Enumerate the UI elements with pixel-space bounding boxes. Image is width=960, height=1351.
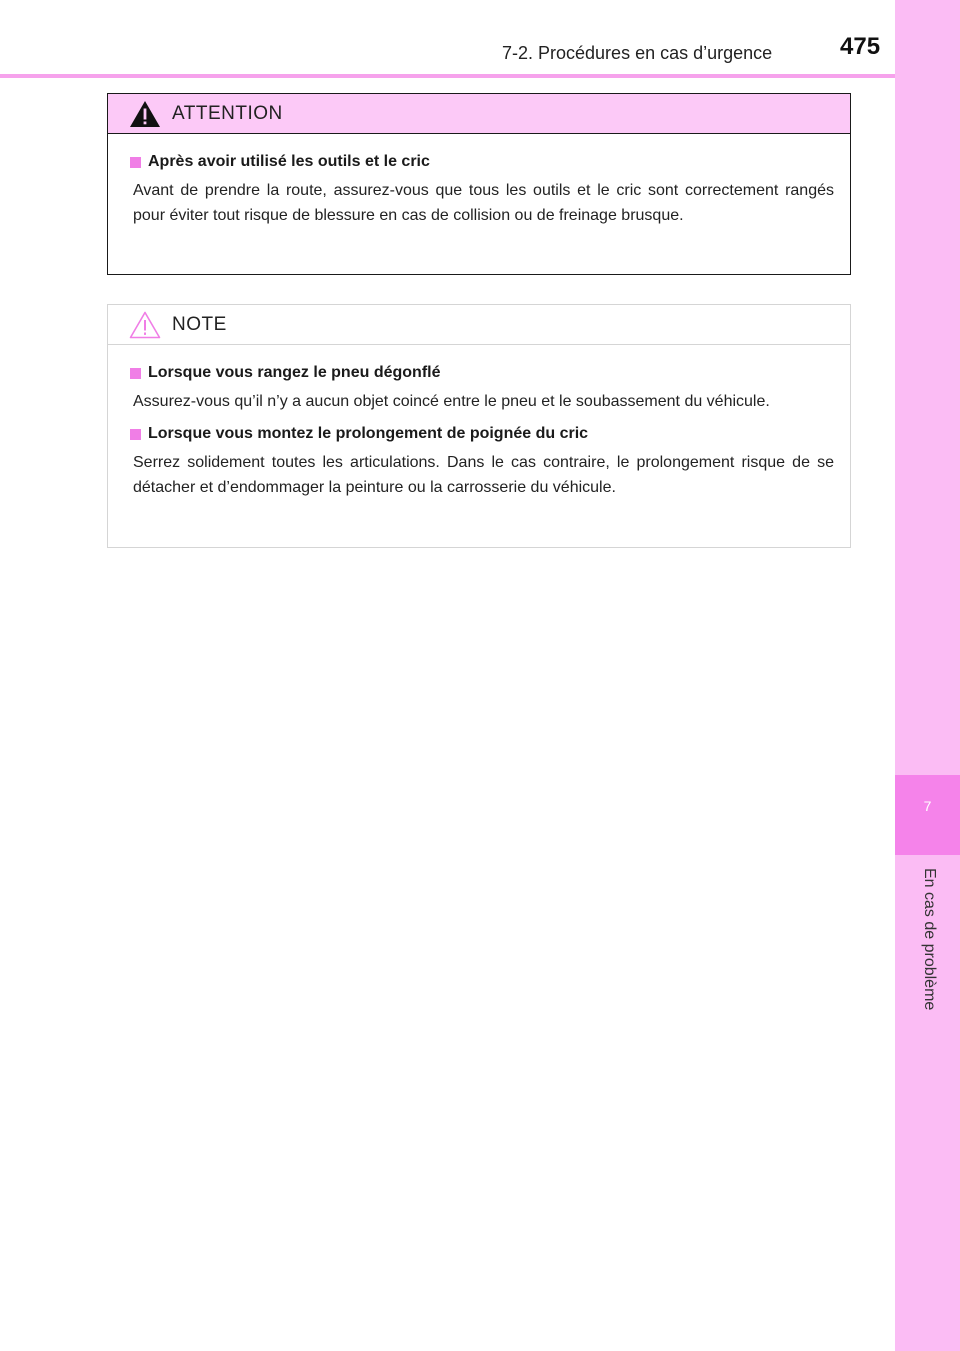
note-title: NOTE: [172, 313, 227, 335]
warning-icon: [128, 99, 162, 129]
item-text: Serrez solidement toutes les articulations. Dans le cas contraire, le prolongement risque de se détacher et d’endommager la peinture ou la carrosserie du véhicule.: [133, 454, 834, 496]
caution-outline-icon: [128, 310, 162, 340]
item-title: Lorsque vous rangez le pneu dégonflé: [148, 364, 441, 381]
attention-body: [108, 134, 850, 228]
attention-item: [130, 152, 834, 228]
item-title: Après avoir utilisé les outils et le cric: [148, 153, 430, 170]
note-body: [108, 345, 850, 500]
square-bullet-icon: [130, 429, 141, 440]
chapter-side-tab: [895, 0, 960, 1351]
chapter-block: [895, 775, 960, 855]
header-divider: [0, 74, 895, 78]
page-number: 475: [840, 33, 881, 60]
note-item: [130, 363, 834, 414]
note-box: [107, 304, 851, 548]
section-title: 7-2. Procédures en cas d’urgence: [502, 43, 773, 63]
square-bullet-icon: [130, 368, 141, 379]
chapter-label: En cas de problème: [921, 868, 938, 1011]
attention-box: [107, 93, 851, 275]
note-header: [108, 305, 850, 345]
square-bullet-icon: [130, 157, 141, 168]
note-item: [130, 424, 834, 500]
chapter-number: 7: [923, 798, 932, 814]
item-title: Lorsque vous montez le prolongement de poignée du cric: [148, 425, 589, 442]
item-text: Assurez-vous qu’il n’y a aucun objet coincé entre le pneu et le soubassement du véhicule.: [133, 393, 770, 410]
attention-title: ATTENTION: [172, 102, 283, 124]
item-text: Avant de prendre la route, assurez-vous que tous les outils et le cric sont correctement rangés pour éviter tout risque de blessure en cas de collision ou de freinage brusque.: [133, 182, 834, 224]
attention-header: [108, 94, 850, 134]
